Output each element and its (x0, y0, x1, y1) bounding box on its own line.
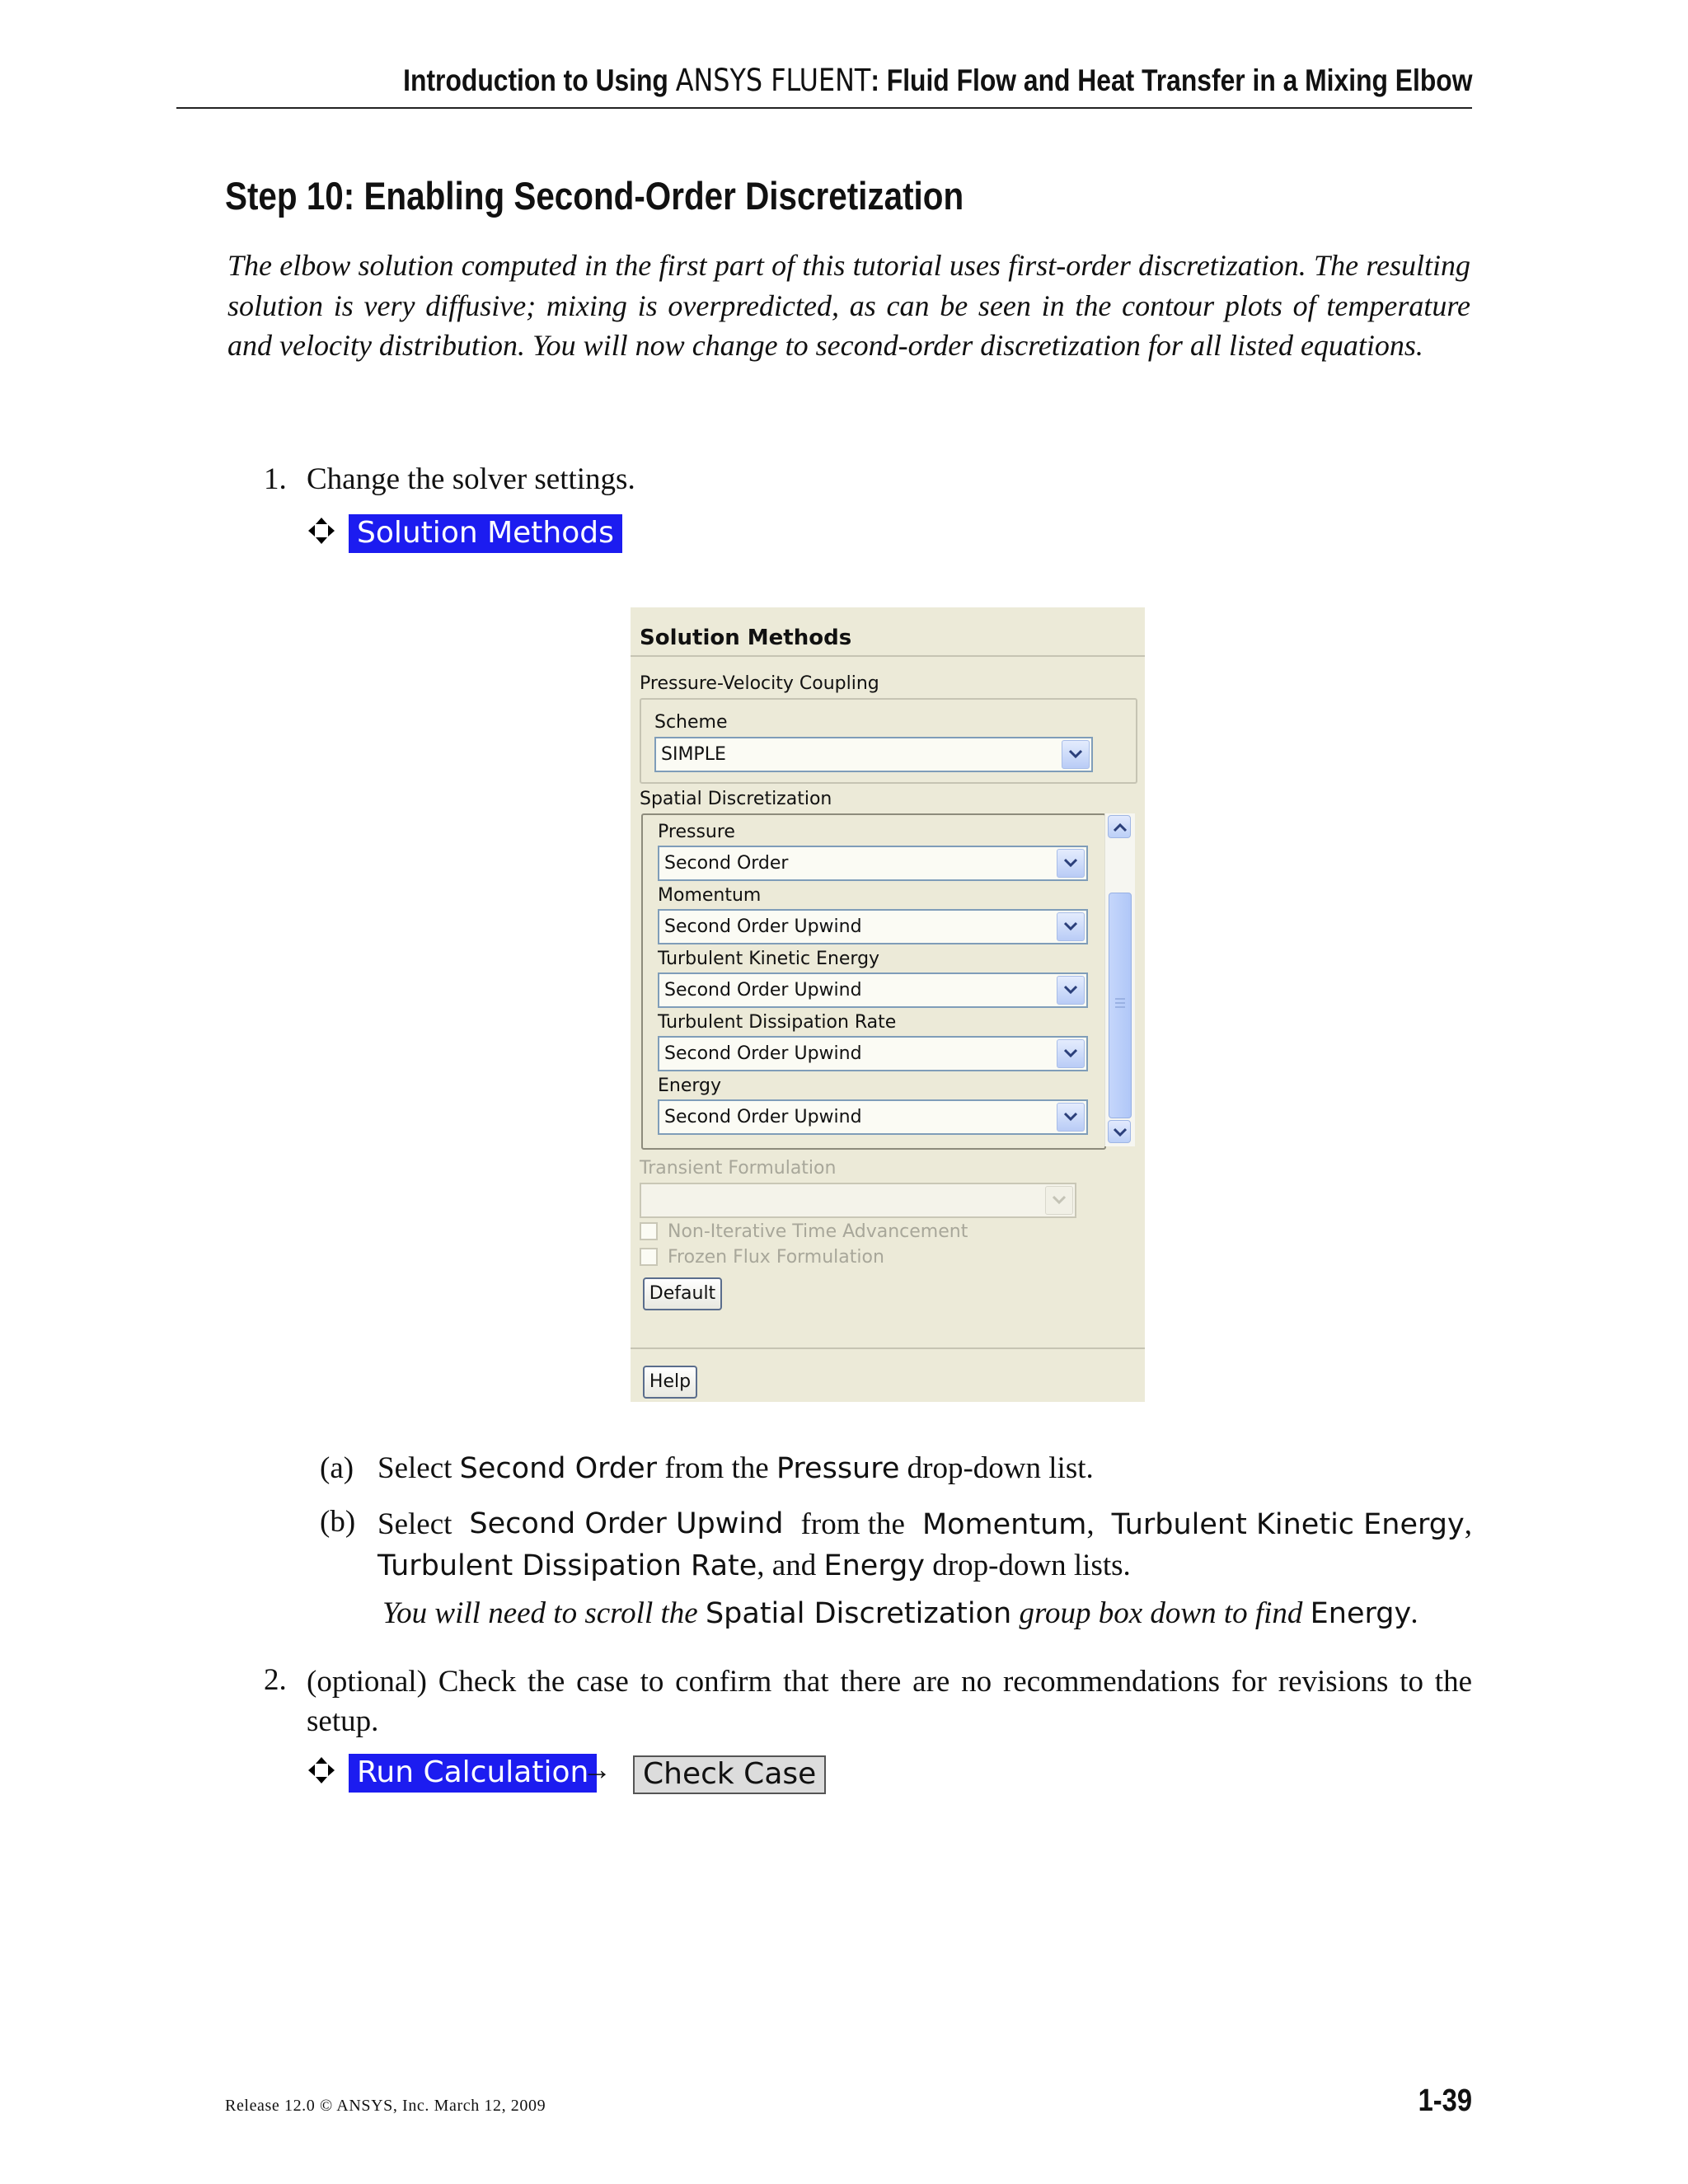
chevron-down-icon[interactable] (1057, 976, 1085, 1005)
list-item-text-1: Change the solver settings. (307, 462, 635, 496)
pressure-dropdown[interactable]: Second Order (658, 846, 1088, 881)
scheme-label: Scheme (654, 712, 728, 733)
pressure-label: Pressure (658, 822, 735, 842)
help-button[interactable]: Help (643, 1366, 697, 1399)
chevron-down-icon[interactable] (1057, 912, 1085, 941)
check-case-nav-item[interactable]: Check Case (633, 1755, 826, 1794)
footer-divider (631, 1347, 1145, 1349)
chevron-down-icon[interactable] (1057, 1039, 1085, 1068)
substep-b-label: (b) (320, 1505, 356, 1539)
panel-title: Solution Methods (640, 626, 852, 650)
intro-paragraph: The elbow solution computed in the first part of this tutorial uses first-order discretization. The resulting solution is very diffusive; mixing is overpredicted, as can be seen in the contour plots of temperature and velocity distribution. You will now change to second-order discretization for all listed equations. (227, 249, 1470, 362)
spatial-discretization-label: Spatial Discretization (640, 789, 832, 809)
tdr-dropdown[interactable]: Second Order Upwind (658, 1036, 1088, 1071)
step-title: Step 10: Enabling Second-Order Discretization (225, 174, 964, 218)
list-item-number-2: 2. (264, 1663, 287, 1697)
running-head: Introduction to Using ANSYS FLUENT: Fluid Flow and Heat Transfer in a Mixing Elbow (402, 63, 1472, 98)
transient-formulation-dropdown[interactable] (640, 1183, 1076, 1218)
tdr-label: Turbulent Dissipation Rate (658, 1012, 897, 1033)
default-button[interactable]: Default (643, 1277, 722, 1310)
chevron-down-icon[interactable] (1057, 849, 1085, 878)
substep-a-text: Select Second Order from the Pressure drop-down list. (377, 1451, 1094, 1485)
scroll-thumb[interactable] (1109, 893, 1132, 1118)
scheme-dropdown[interactable]: SIMPLE (654, 737, 1093, 772)
title-divider (631, 655, 1145, 657)
solution-methods-panel (631, 607, 1145, 1402)
footer-release: Release 12.0 © ANSYS, Inc. March 12, 2009 (225, 2097, 546, 2115)
energy-dropdown[interactable]: Second Order Upwind (658, 1099, 1088, 1135)
navigation-icon (307, 1755, 336, 1789)
spatial-scrollbar[interactable] (1104, 813, 1135, 1146)
solution-methods-nav-button[interactable]: Solution Methods (349, 514, 622, 553)
list-item-number-1: 1. (264, 462, 287, 496)
chevron-down-icon (1045, 1186, 1073, 1215)
list-item-text-2: (optional) Check the case to confirm that there are no recommendations for revisions to the setup. (307, 1665, 1472, 1738)
chevron-down-icon[interactable] (1062, 740, 1090, 769)
substep-a-label: (a) (320, 1451, 354, 1485)
substep-b-note: You will need to scroll the Spatial Discretization group box down to find Energy. (382, 1596, 1419, 1630)
momentum-dropdown[interactable]: Second Order Upwind (658, 909, 1088, 944)
scroll-up-icon[interactable] (1108, 815, 1131, 838)
pv-coupling-label: Pressure-Velocity Coupling (640, 673, 879, 694)
substep-b-text: Select Second Order Upwind from the Momentum, Turbulent Kinetic Energy, Turbulent Dissipation Rate, and Energy drop-down lists. (377, 1507, 1472, 1582)
non-iterative-label: Non-Iterative Time Advancement (668, 1221, 968, 1242)
transient-formulation-label: Transient Formulation (640, 1158, 837, 1179)
frozen-flux-label: Frozen Flux Formulation (668, 1247, 884, 1268)
nav-arrow: → (582, 1753, 612, 1786)
non-iterative-checkbox[interactable] (640, 1222, 658, 1240)
chevron-down-icon[interactable] (1057, 1103, 1085, 1132)
page-number: 1-39 (1418, 2083, 1472, 2118)
run-calculation-nav-button[interactable]: Run Calculation (349, 1754, 597, 1793)
frozen-flux-checkbox[interactable] (640, 1248, 658, 1266)
tke-dropdown[interactable]: Second Order Upwind (658, 972, 1088, 1008)
scroll-down-icon[interactable] (1108, 1120, 1131, 1143)
navigation-icon (307, 516, 336, 550)
tke-label: Turbulent Kinetic Energy (658, 949, 880, 969)
page-header (176, 48, 1472, 109)
momentum-label: Momentum (658, 885, 762, 906)
energy-label: Energy (658, 1076, 722, 1096)
